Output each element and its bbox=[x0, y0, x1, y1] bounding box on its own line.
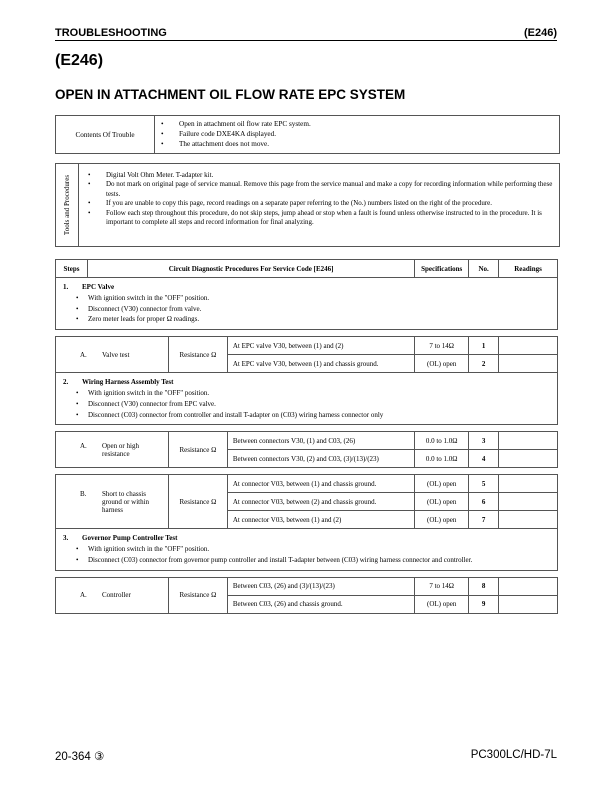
list-item: • Open in attachment oil flow rate EPC system. bbox=[157, 119, 311, 129]
col-header-no: No. bbox=[469, 260, 499, 278]
spec-cell: 0.0 to 1.0Ω bbox=[415, 432, 469, 450]
step-letter: A. bbox=[80, 441, 87, 450]
list-item: • Disconnect (C03) connector from governor pump controller and install T-adapter between (C03) wiring harness connector and controller. bbox=[62, 555, 551, 566]
model-name: PC300LC/HD-7L bbox=[470, 749, 557, 761]
diagnostic-table bbox=[55, 259, 558, 614]
section-2 bbox=[56, 373, 558, 425]
list-item: • Disconnect (V30) connector from EPC valve. bbox=[62, 399, 551, 410]
section-row bbox=[56, 529, 558, 570]
no-cell: 8 bbox=[469, 577, 499, 595]
spacer bbox=[56, 570, 558, 577]
measure-cell: Resistance Ω bbox=[168, 577, 227, 613]
spec-cell: (OL) open bbox=[415, 595, 469, 613]
step-cell bbox=[56, 337, 169, 373]
spec-cell: 0.0 to 1.0Ω bbox=[415, 450, 469, 468]
step-label: Valve test bbox=[102, 350, 130, 359]
procedure-cell: At connector V03, between (1) and (2) bbox=[227, 511, 414, 529]
list-item: • With ignition switch in the "OFF" position. bbox=[62, 388, 551, 399]
step-letter: A. bbox=[80, 350, 87, 359]
spec-cell: (OL) open bbox=[415, 475, 469, 493]
procedure-cell: At connector V03, between (2) and chassis ground. bbox=[227, 493, 414, 511]
list-item: • Follow each step throughout this procedure, do not skip steps, jump ahead or stop when a fault is found unless otherwise instructed to in the procedure. It is important to complete all steps and record information for final analyzing. bbox=[84, 209, 554, 228]
section-title: Wiring Harness Assembly Test bbox=[82, 378, 174, 387]
measure-cell: Resistance Ω bbox=[168, 432, 227, 468]
no-cell: 9 bbox=[469, 595, 499, 613]
reading-cell[interactable] bbox=[499, 355, 558, 373]
step-cell bbox=[56, 577, 169, 613]
step-cell bbox=[56, 432, 169, 468]
section-number: 2. bbox=[63, 378, 69, 387]
no-cell: 1 bbox=[469, 337, 499, 355]
no-cell: 7 bbox=[469, 511, 499, 529]
step-label: Controller bbox=[102, 591, 131, 600]
list-item: • With ignition switch in the "OFF" position. bbox=[62, 293, 551, 304]
header-code: (E246) bbox=[523, 27, 557, 39]
table-header-row bbox=[56, 260, 558, 278]
table-row bbox=[56, 577, 558, 595]
step-cell bbox=[56, 475, 169, 529]
spacer bbox=[56, 330, 558, 337]
procedure-cell: At EPC valve V30, between (1) and (2) bbox=[227, 337, 414, 355]
col-header-procedure: Circuit Diagnostic Procedures For Service Code [E246] bbox=[87, 260, 414, 278]
section-title: Governor Pump Controller Test bbox=[82, 534, 178, 543]
section-row bbox=[56, 278, 558, 330]
reading-cell[interactable] bbox=[499, 493, 558, 511]
spec-cell: 7 to 14Ω bbox=[415, 337, 469, 355]
contents-list bbox=[157, 119, 311, 150]
table-row bbox=[56, 475, 558, 493]
step-label: Short to chassis ground or within harness bbox=[102, 489, 150, 514]
list-item: • Do not mark on original page of service manual. Remove this page from the service manual and make a copy for recording information while performing these tests. bbox=[84, 180, 554, 199]
spec-cell: (OL) open bbox=[415, 355, 469, 373]
list-item: • With ignition switch in the "OFF" position. bbox=[62, 544, 551, 555]
reading-cell[interactable] bbox=[499, 450, 558, 468]
section-title: EPC Valve bbox=[82, 283, 115, 291]
no-cell: 4 bbox=[469, 450, 499, 468]
list-item: • Disconnect (C03) connector from controller and install T-adapter on (C03) wiring harness connector only bbox=[62, 410, 551, 421]
page-number: 20-364 ③ bbox=[55, 751, 105, 763]
spec-cell: (OL) open bbox=[415, 511, 469, 529]
header-section: TROUBLESHOOTING bbox=[55, 27, 167, 39]
spacer bbox=[56, 425, 558, 432]
section-row bbox=[56, 373, 558, 425]
measure-cell: Resistance Ω bbox=[168, 337, 227, 373]
section-number: 3. bbox=[63, 534, 69, 543]
spec-cell: 7 to 14Ω bbox=[415, 577, 469, 595]
reading-cell[interactable] bbox=[499, 475, 558, 493]
procedure-cell: Between connectors V30, (1) and C03, (26) bbox=[227, 432, 414, 450]
list-item: • Disconnect (V30) connector from valve. bbox=[62, 304, 551, 315]
no-cell: 3 bbox=[469, 432, 499, 450]
no-cell: 2 bbox=[469, 355, 499, 373]
spacer bbox=[56, 468, 558, 475]
reading-cell[interactable] bbox=[499, 432, 558, 450]
list-item: • Zero meter leads for proper Ω readings. bbox=[62, 314, 551, 325]
section-number: 1. bbox=[63, 283, 69, 291]
reading-cell[interactable] bbox=[499, 577, 558, 595]
tools-list bbox=[84, 171, 554, 227]
procedure-cell: At connector V03, between (1) and chassis ground. bbox=[227, 475, 414, 493]
spec-cell: (OL) open bbox=[415, 493, 469, 511]
tools-procedures-box bbox=[55, 163, 560, 247]
step-label: Open or high resistance bbox=[102, 441, 139, 458]
reading-cell[interactable] bbox=[499, 595, 558, 613]
procedure-cell: Between C03, (26) and chassis ground. bbox=[227, 595, 414, 613]
no-cell: 5 bbox=[469, 475, 499, 493]
section-3 bbox=[56, 529, 558, 570]
no-cell: 6 bbox=[469, 493, 499, 511]
page-title: OPEN IN ATTACHMENT OIL FLOW RATE EPC SYSTEM bbox=[55, 87, 406, 102]
list-item: • The attachment does not move. bbox=[157, 139, 311, 149]
table-row bbox=[56, 337, 558, 355]
procedure-cell: Between C03, (26) and (3)/(13)/(23) bbox=[227, 577, 414, 595]
measure-cell: Resistance Ω bbox=[168, 475, 227, 529]
table-row bbox=[56, 432, 558, 450]
section-1 bbox=[56, 278, 558, 330]
reading-cell[interactable] bbox=[499, 337, 558, 355]
list-item: • Failure code DXE4KA displayed. bbox=[157, 129, 311, 139]
col-header-readings: Readings bbox=[499, 260, 558, 278]
list-item: • Digital Volt Ohm Meter. T-adapter kit. bbox=[84, 171, 554, 180]
step-letter: A. bbox=[80, 591, 87, 600]
tools-label: Tools and Procedures bbox=[63, 174, 71, 236]
contents-label: Contents Of Trouble bbox=[56, 116, 155, 153]
list-item: • If you are unable to copy this page, record readings on a separate paper referring to the (No.) numbers listed on the right of the procedure. bbox=[84, 199, 554, 208]
procedure-cell: Between connectors V30, (2) and C03, (3)/(13)/(23) bbox=[227, 450, 414, 468]
reading-cell[interactable] bbox=[499, 511, 558, 529]
step-letter: B. bbox=[80, 489, 87, 498]
col-header-steps: Steps bbox=[56, 260, 88, 278]
col-header-spec: Specifications bbox=[415, 260, 469, 278]
page-header bbox=[55, 27, 557, 41]
failure-code: (E246) bbox=[55, 52, 104, 69]
procedure-cell: At EPC valve V30, between (1) and chassis ground. bbox=[227, 355, 414, 373]
contents-of-trouble-box bbox=[55, 115, 560, 154]
tools-label-cell bbox=[56, 164, 79, 246]
